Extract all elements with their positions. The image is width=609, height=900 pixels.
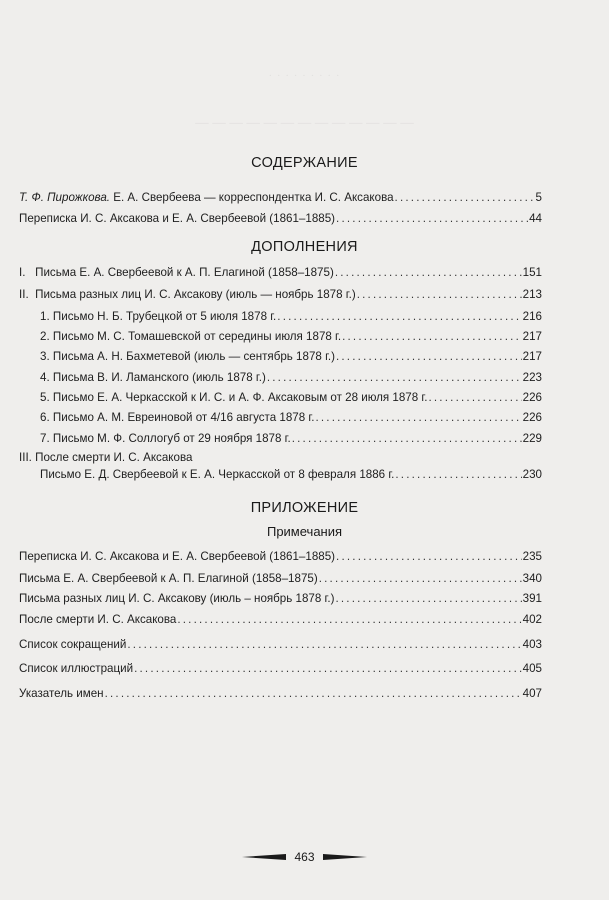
entry-title: 3. Письма А. Н. Бахметевой (июль — сентябрь 1878 г.): [40, 350, 335, 363]
leader-dots: [277, 310, 521, 324]
leader-dots: [335, 592, 521, 606]
toc-notes-entry-3[interactable]: [19, 592, 542, 606]
entry-title: 7. Письмо М. Ф. Соллогуб от 29 ноября 1878 г.: [40, 432, 291, 445]
leader-dots: [395, 191, 535, 205]
toc-subentry-7[interactable]: [40, 432, 542, 446]
toc-abbreviations-entry[interactable]: [19, 638, 542, 652]
leader-dots: [342, 330, 522, 344]
toc-entry-introduction[interactable]: [19, 191, 542, 205]
left-ornament-icon: [242, 853, 286, 861]
toc-subentry-4[interactable]: [40, 371, 542, 385]
entry-page: 340: [522, 572, 542, 585]
leader-dots: [105, 687, 522, 701]
leader-dots: [428, 391, 521, 405]
entry-title: I. Письма Е. А. Свербеевой к А. П. Елагиной (1858–1875): [19, 266, 334, 279]
entry-title: Переписка И. С. Аксакова и Е. А. Свербеевой (1861–1885): [19, 550, 336, 563]
entry-page: 151: [522, 266, 542, 279]
leader-dots: [319, 572, 522, 586]
toc-subentry-2[interactable]: [40, 330, 542, 344]
entry-page: 402: [522, 613, 542, 626]
entry-page: 213: [522, 288, 542, 301]
additions-heading: ДОПОЛНЕНИЯ: [251, 239, 358, 255]
entry-page: 44: [529, 212, 542, 225]
entry-title: Указатель имен: [19, 687, 104, 700]
show-through-line-2: — — — — — — — — — — — — —: [195, 115, 414, 131]
leader-dots: [292, 432, 522, 446]
show-through-line-1: · · · · · · · · ·: [268, 70, 341, 82]
leader-dots: [336, 212, 528, 226]
toc-subentry-1[interactable]: [40, 310, 542, 324]
entry-page: 216: [522, 310, 542, 323]
entry-title: После смерти И. С. Аксакова: [19, 613, 177, 626]
leader-dots: [336, 350, 522, 364]
entry-title: Письмо Е. Д. Свербеевой к Е. А. Черкасской от 8 февраля 1886 г.: [40, 468, 395, 481]
entry-page: 403: [522, 638, 542, 651]
entry-title: Список иллюстраций: [19, 662, 134, 675]
toc-notes-entry-1[interactable]: [19, 550, 542, 564]
right-ornament-icon: [323, 853, 367, 861]
entry-title: Письма Е. А. Свербеевой к А. П. Елагиной (1858–1875): [19, 572, 318, 585]
notes-subheading: Примечания: [266, 524, 343, 539]
toc-entry-additions-1[interactable]: [19, 266, 542, 280]
toc-notes-entry-2[interactable]: [19, 572, 542, 586]
toc-entry-correspondence[interactable]: [19, 212, 542, 226]
toc-subentry-5[interactable]: [40, 391, 542, 405]
appendix-heading: ПРИЛОЖЕНИЕ: [250, 500, 359, 516]
entry-title: Е. А. Свербеева — корреспондентка И. С. Аксакова: [110, 191, 394, 204]
entry-title: 5. Письмо Е. А. Черкасской к И. С. и А. Ф. Аксаковым от 28 июля 1878 г.: [40, 391, 428, 404]
leader-dots: [134, 662, 522, 676]
entry-page: 217: [522, 330, 542, 343]
leader-dots: [336, 550, 522, 564]
toc-illustrations-entry[interactable]: [19, 662, 542, 676]
leader-dots: [395, 468, 521, 482]
leader-dots: [267, 371, 522, 385]
entry-title: Список сокращений: [19, 638, 127, 651]
page-number: 463: [294, 850, 315, 864]
entry-author: Т. Ф. Пирожкова.: [19, 191, 111, 204]
entry-page: 235: [522, 550, 542, 563]
toc-section-3-label: III. После смерти И. С. Аксакова: [19, 451, 193, 464]
toc-subentry-6[interactable]: [40, 411, 542, 425]
leader-dots: [315, 411, 521, 425]
leader-dots: [177, 613, 521, 627]
entry-page: 407: [522, 687, 542, 700]
entry-title: 6. Письмо А. М. Евреиновой от 4/16 августа 1878 г.: [40, 411, 315, 424]
entry-title: 2. Письмо М. С. Томашевской от середины июля 1878 г.: [40, 330, 342, 343]
entry-page: 405: [522, 662, 542, 675]
entry-title: 1. Письмо Н. Б. Трубецкой от 5 июля 1878 г.: [40, 310, 277, 323]
contents-heading: СОДЕРЖАНИЕ: [251, 155, 358, 171]
leader-dots: [335, 266, 522, 280]
entry-page: 230: [522, 468, 542, 481]
toc-subentry-3[interactable]: [40, 350, 542, 364]
toc-section-3-entry[interactable]: [40, 468, 542, 482]
entry-page: 226: [522, 391, 542, 404]
entry-title: II. Письма разных лиц И. С. Аксакову (июль — ноябрь 1878 г.): [19, 288, 356, 301]
leader-dots: [127, 638, 521, 652]
entry-page: 391: [522, 592, 542, 605]
entry-title: Письма разных лиц И. С. Аксакову (июль – ноябрь 1878 г.): [19, 592, 335, 605]
entry-title: Переписка И. С. Аксакова и Е. А. Свербеевой (1861–1885): [19, 212, 336, 225]
entry-page: 217: [522, 350, 542, 363]
entry-title: 4. Письма В. И. Ламанского (июль 1878 г.): [40, 371, 266, 384]
page-number-footer: [0, 850, 609, 864]
toc-index-entry[interactable]: [19, 687, 542, 701]
toc-notes-entry-4[interactable]: [19, 613, 542, 627]
entry-page: 226: [522, 411, 542, 424]
entry-page: 5: [535, 191, 542, 204]
entry-page: 223: [522, 371, 542, 384]
entry-page: 229: [522, 432, 542, 445]
toc-entry-additions-2[interactable]: [19, 288, 542, 302]
leader-dots: [357, 288, 522, 302]
